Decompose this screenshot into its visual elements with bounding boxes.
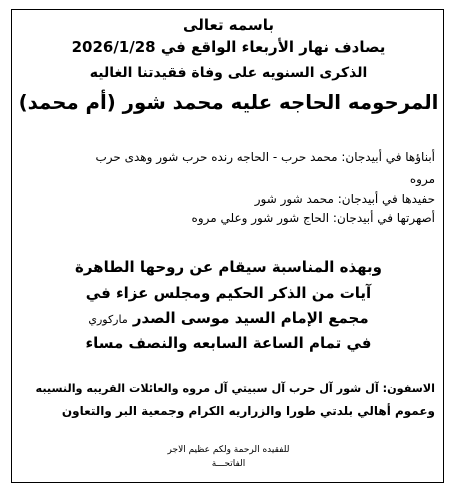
occasion-line: وبهذه المناسبة سيقام عن روحها الطاهرة <box>75 258 382 276</box>
closing-line: للفقيده الرحمة ولكم عظيم الاجر <box>167 445 290 455</box>
mourners-line: الاسفون: آل شور آل حرب آل سبيتي آل مروه والعائلات القريبه والنسيبه <box>35 382 435 395</box>
grandsons-line: حفيدها في أبيدجان: محمد شور شور <box>254 192 435 206</box>
sons-line-continued: مروه <box>409 172 435 186</box>
sons-line: أبناؤها في أبيدجان: محمد حرب - الحاجه رنده حرب شور وهدى حرب <box>95 150 435 164</box>
venue-main: مجمع الإمام السيد موسى الصدر <box>132 309 369 327</box>
closing-fatiha: الفاتحـــة <box>211 459 246 469</box>
time-line: في تمام الساعة السابعه والنصف مساء <box>85 334 372 352</box>
occasion-line-continued: آيات من الذكر الحكيم ومجلس عزاء في <box>85 284 372 302</box>
heading: باسمه تعالى <box>183 16 274 34</box>
in-laws-line: أصهرتها في أبيدجان: الحاج شور شور وعلي مروه <box>191 211 435 225</box>
venue-suffix: ماركوري <box>88 313 128 326</box>
date-line: يصادف نهار الأربعاء الواقع في 2026/1/28 <box>71 38 386 56</box>
deceased-name: المرحومه الحاجه عليه محمد شور (أم محمد) <box>18 91 439 114</box>
anniversary-line: الذكرى السنويه على وفاة فقيدتنا الغاليه <box>89 65 368 81</box>
mourners-line-continued: وعموم أهالي بلدتي طورا والزراريه الكرام وجمعية البر والتعاون <box>61 404 435 418</box>
venue-line <box>0 310 457 326</box>
